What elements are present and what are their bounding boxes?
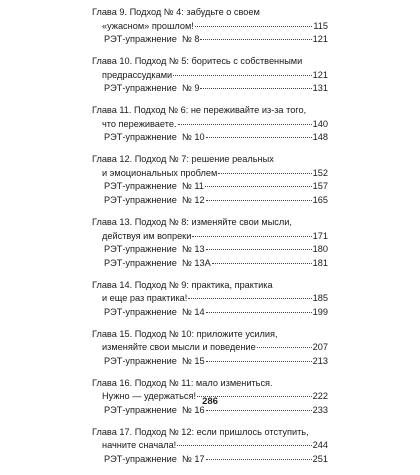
dot-leader — [173, 75, 311, 76]
toc-page-number: 181 — [312, 257, 328, 268]
dot-leader — [200, 88, 311, 89]
toc-chapter-title-line2: что переживаете. — [102, 118, 177, 129]
toc-page-number: 213 — [312, 355, 328, 366]
toc-page-number: 131 — [312, 83, 328, 94]
toc-chapter-title: Глава 11. Подход № 6: не переживайте из-за того, — [92, 105, 307, 116]
toc-chapter-12 — [92, 153, 328, 207]
dot-leader — [218, 173, 311, 174]
dot-leader — [188, 298, 311, 299]
dot-leader — [206, 459, 312, 460]
toc-exercise — [92, 243, 328, 257]
toc-chapter-11 — [92, 104, 328, 145]
dot-leader — [200, 39, 311, 40]
toc-exercise-label: РЭТ-упражнение № 12 — [104, 195, 205, 206]
toc-exercise-label: РЭТ-упражнение № 9 — [104, 83, 200, 94]
toc-chapter-title: Глава 10. Подход № 5: боритесь с собственными — [92, 56, 303, 67]
toc-page-number: 115 — [313, 20, 328, 31]
dot-leader — [177, 445, 311, 446]
dot-leader — [206, 410, 312, 411]
dot-leader — [178, 124, 312, 125]
toc-page-number: 222 — [312, 391, 328, 402]
toc-chapter-title-line — [92, 328, 328, 342]
toc-exercise-label: РЭТ-упражнение № 16 — [104, 404, 205, 415]
toc-chapter-13 — [92, 216, 328, 270]
dot-leader — [206, 200, 312, 201]
toc-exercise — [92, 131, 328, 145]
dot-leader — [206, 361, 312, 362]
toc-page-number: 165 — [312, 195, 328, 206]
toc-exercise — [92, 306, 328, 320]
toc-exercise-label: РЭТ-упражнение № 17 — [104, 454, 205, 464]
toc-page-number: 148 — [312, 132, 328, 143]
toc-chapter-title: Глава 16. Подход № 11: мало измениться. — [92, 377, 273, 388]
dot-leader — [206, 137, 312, 138]
toc-page-number: 185 — [312, 293, 328, 304]
page-number: 286 — [202, 396, 218, 407]
dot-leader — [212, 263, 312, 264]
toc-chapter-9 — [92, 6, 328, 47]
toc-chapter-title-line2: и еще раз практика! — [102, 293, 188, 304]
toc-chapter-title-line2: действуя им вопреки — [102, 230, 192, 241]
toc-exercise-label: РЭТ-упражнение № 13А — [104, 257, 211, 268]
toc-chapter-15 — [92, 328, 328, 369]
toc-chapter-title-line — [92, 377, 328, 391]
toc-page-number: 140 — [312, 118, 328, 129]
dot-leader — [206, 312, 312, 313]
toc-chapter-title: Глава 15. Подход № 10: приложите усилия, — [92, 328, 278, 339]
toc-page-number: 251 — [312, 454, 328, 464]
toc-page-number: 207 — [312, 342, 328, 353]
dot-leader — [192, 236, 311, 237]
dot-leader — [206, 249, 312, 250]
toc-chapter-title-cont — [92, 20, 328, 34]
toc-chapter-title: Глава 9. Подход № 4: забудьте о своем — [92, 7, 260, 17]
toc-exercise-label: РЭТ-упражнение № 15 — [104, 355, 205, 366]
toc-exercise — [92, 194, 328, 208]
toc-exercise-label: РЭТ-упражнение № 13 — [104, 244, 205, 255]
toc-chapter-title-line — [92, 55, 328, 69]
toc-exercise-label: РЭТ-упражнение № 8 — [104, 34, 200, 45]
toc-chapter-title: Глава 17. Подход № 12: если пришлось отступить, — [92, 426, 309, 437]
toc-exercise-label: РЭТ-упражнение № 14 — [104, 306, 205, 317]
toc-exercise — [92, 33, 328, 47]
toc-page-number: 180 — [312, 244, 328, 255]
toc-chapter-title-cont — [92, 167, 328, 181]
toc-page-number: 199 — [312, 306, 328, 317]
toc-chapter-title-line2: «ужасном» прошлом! — [102, 20, 194, 31]
toc-chapter-title: Глава 12. Подход № 7: решение реальных — [92, 154, 274, 165]
toc-chapter-title-line — [92, 104, 328, 118]
dot-leader — [205, 186, 312, 187]
toc-page-number: 233 — [312, 404, 328, 415]
toc-chapter-title: Глава 13. Подход № 8: изменяйте свои мысли, — [92, 216, 292, 227]
toc-page-number: 121 — [312, 34, 328, 45]
toc-chapter-17 — [92, 426, 328, 467]
toc-page-number: 157 — [312, 181, 328, 192]
toc-exercise-label: РЭТ-упражнение № 11 — [104, 181, 204, 192]
toc-exercise — [92, 257, 328, 271]
toc-exercise — [92, 180, 328, 194]
toc-page-number: 152 — [312, 167, 328, 178]
toc-exercise-label: РЭТ-упражнение № 10 — [104, 132, 205, 143]
dot-leader — [195, 26, 313, 27]
dot-leader — [257, 347, 312, 348]
toc-exercise — [92, 82, 328, 96]
toc-chapter-title-line — [92, 279, 328, 293]
toc-chapter-title-line — [92, 426, 328, 440]
toc-chapter-title: Глава 14. Подход № 9: практика, практика — [92, 279, 273, 290]
toc-page-number: 244 — [312, 440, 328, 451]
toc-chapter-10 — [92, 55, 328, 96]
toc-page-number: 171 — [312, 230, 328, 241]
toc-exercise — [92, 453, 328, 467]
toc-chapter-title-line2: предрассудками — [102, 69, 173, 80]
toc-chapter-14 — [92, 279, 328, 320]
toc-chapter-title-line2: Нужно — удержаться! — [102, 391, 196, 402]
toc-chapter-title-line — [92, 153, 328, 167]
toc-chapter-title-cont — [92, 230, 328, 244]
toc-page-number: 121 — [312, 69, 328, 80]
toc-chapter-title-cont — [92, 292, 328, 306]
toc-exercise — [92, 355, 328, 369]
toc-chapter-title-line2: изменяйте свои мысли и поведение — [102, 342, 256, 353]
toc-chapter-title-cont — [92, 439, 328, 453]
toc-chapter-title-line — [92, 6, 328, 20]
toc-chapter-title-line — [92, 216, 328, 230]
toc-chapter-title-cont — [92, 69, 328, 83]
toc-chapter-title-line2: начните сначала! — [102, 440, 177, 451]
toc-chapter-title-line2: и эмоциональных проблем — [102, 167, 218, 178]
toc-chapter-title-cont — [92, 118, 328, 132]
toc-chapter-title-cont — [92, 341, 328, 355]
